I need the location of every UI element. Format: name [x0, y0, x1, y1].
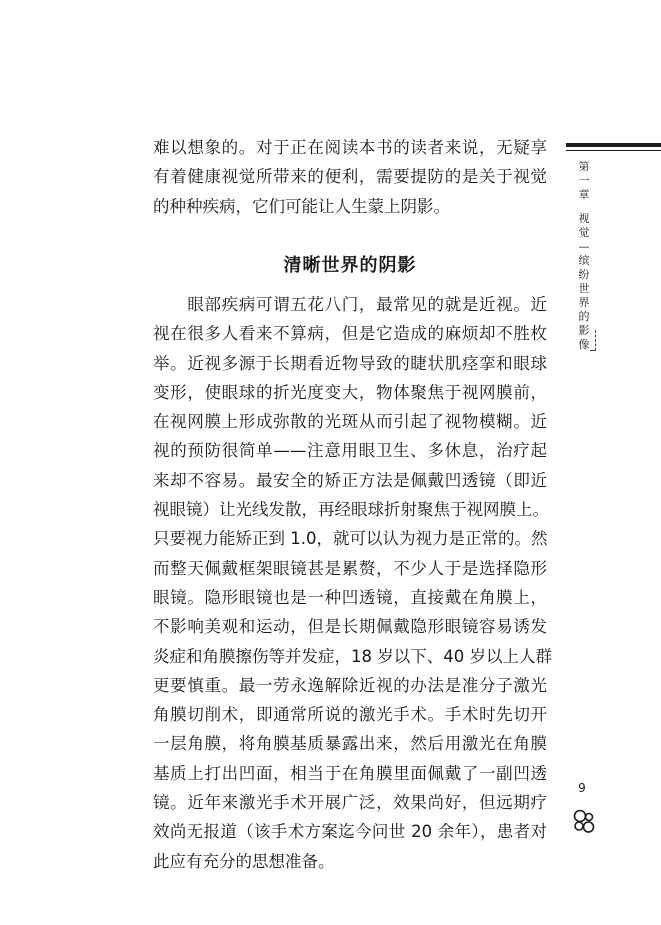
- chapter-char: 章: [578, 188, 590, 201]
- text-line: 不影响美观和运动，但是长期佩戴隐形眼镜容易诱发: [153, 617, 547, 637]
- title-char: 的: [578, 310, 590, 323]
- text-line: 一层角膜，将角膜基质暴露出来，然后用激光在角膜: [153, 734, 547, 754]
- running-head-gap: [576, 202, 592, 212]
- title-char: 影: [578, 324, 590, 337]
- text-line: 的种种疾病，它们可能让人生蒙上阴影。: [153, 196, 450, 216]
- text-line: 更要慎重。最一劳永逸解除近视的办法是准分子激光: [153, 675, 547, 695]
- chapter-char: 一: [578, 174, 590, 187]
- text-line: 来却不容易。最安全的矫正方法是佩戴凹透镜（即近: [153, 470, 547, 490]
- text-line: 视眼镜）让光线发散，再经眼球折射聚焦于视网膜上。: [153, 500, 549, 520]
- title-char: 纷: [578, 268, 590, 281]
- text-line: 难以想象的。对于正在阅读本书的读者来说，无疑享: [153, 138, 547, 157]
- title-char: 视: [578, 212, 590, 225]
- text-line: 角膜切削术，即通常所说的激光手术。手术时先切开: [153, 705, 547, 725]
- intro-paragraph: [153, 133, 547, 221]
- text-line: 变形，使眼球的折光度变大，物体聚焦于视网膜前，: [153, 382, 547, 402]
- text-line: 炎症和角膜擦伤等并发症，18 岁以下、40 岁以上人群: [153, 646, 552, 666]
- text-line: 效尚无报道（该手术方案迄今问世 20 余年），患者对: [153, 822, 547, 842]
- text-line: 举。近视多源于长期看近物导致的睫状肌痉挛和眼球: [153, 353, 547, 373]
- text-line: 基质上打出凹面，相当于在角膜里面佩戴了一副凹透: [153, 763, 547, 783]
- text-line: 镜。近年来激光手术开展广泛，效果尚好，但远期疗: [153, 793, 547, 813]
- title-char: 缤: [578, 254, 590, 267]
- running-head-rule: [566, 143, 661, 147]
- text-line: 在视网膜上形成弥散的光斑从而引起了视物模糊。近: [153, 412, 547, 432]
- text-line: 只要视力能矫正到 1.0，就可以认为视力是正常的。然: [153, 529, 548, 549]
- section-heading: 清晰世界的阴影: [283, 255, 417, 276]
- title-char: —: [578, 240, 590, 253]
- text-line: 眼镜。隐形眼镜也是一种凹透镜，直接戴在角膜上，: [153, 587, 547, 607]
- title-char: 界: [578, 296, 590, 309]
- title-char: 世: [578, 282, 590, 295]
- text-line: 有着健康视觉所带来的便利，需要提防的是关于视觉: [153, 167, 547, 187]
- running-head-thin-rule: [566, 150, 661, 151]
- text-line: 眼部疾病可谓五花八门，最常见的就是近视。近: [153, 295, 547, 314]
- bubbles-icon: [571, 808, 597, 834]
- body-paragraph: [153, 290, 552, 876]
- running-head: [576, 160, 592, 352]
- title-char: 像: [578, 338, 590, 351]
- chapter-char: 第: [578, 160, 590, 173]
- text-line: 而整天佩戴框架眼镜甚是累赘，不少人于是选择隐形: [153, 558, 547, 578]
- title-char: 觉: [578, 226, 590, 239]
- text-line: 此应有充分的思想准备。: [153, 851, 335, 871]
- running-head-bracket: [590, 330, 596, 351]
- text-line: 视在很多人看来不算病，但是它造成的麻烦却不胜枚: [153, 324, 547, 344]
- text-line: 视的预防很简单——注意用眼卫生、多休息，治疗起: [153, 441, 547, 461]
- page-number: 9: [578, 781, 586, 795]
